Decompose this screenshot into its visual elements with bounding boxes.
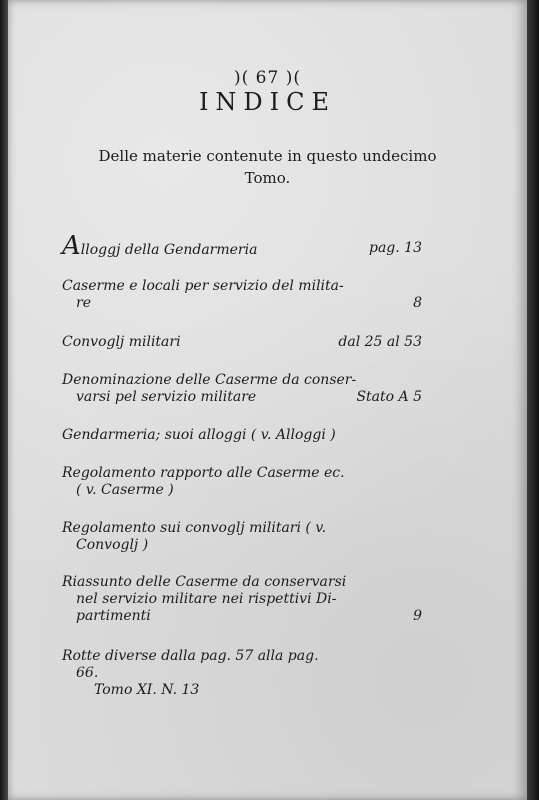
entry-continuation-2: partimenti (76, 608, 151, 624)
entry-text: Rotte diverse dalla pag. 57 alla pag. (62, 648, 319, 664)
index-entry-caserme (62, 278, 422, 312)
signature-mark: Tomo XI. N. 13 (94, 682, 200, 698)
index-entry-riassunto (62, 574, 422, 625)
entry-text: Convoglj militari (62, 334, 181, 350)
entry-continuation: varsi pel servizio militare (76, 389, 257, 405)
index-entry-regolamento-convoglj (62, 520, 422, 554)
drop-cap: A (62, 231, 81, 261)
page-edge-left (0, 0, 8, 800)
entry-text: Gendarmeria; suoi alloggi ( v. Alloggi ) (62, 427, 336, 443)
index-entry-regolamento-caserme (62, 465, 422, 499)
entry-continuation: 66. (76, 665, 99, 681)
page-edge-right (527, 0, 539, 800)
entry-continuation: Convoglj ) (76, 537, 149, 553)
index-entry-alloggj (62, 231, 422, 261)
entry-text: Regolamento sui convoglj militari ( v. (62, 520, 327, 536)
entry-text: Regolamento rapporto alle Caserme ec. (62, 465, 345, 481)
page-subtitle (48, 145, 487, 189)
index-entry-rotte (62, 648, 422, 682)
entry-continuation: re (76, 295, 91, 311)
subtitle-line-1: Delle materie contenute in questo undecimo (98, 147, 437, 165)
page-number: )( 67 )( (234, 68, 301, 88)
entry-continuation: nel servizio militare nei rispettivi Di- (76, 591, 337, 607)
entry-text: Denominazione delle Caserme da conser- (62, 372, 357, 388)
index-entry-convoglj (62, 334, 422, 351)
entry-ref: pag. 13 (369, 240, 422, 256)
entry-ref: dal 25 al 53 (338, 334, 422, 350)
index-entry-gendarmeria (62, 427, 422, 444)
entry-ref: 9 (413, 608, 422, 624)
entry-ref: 8 (413, 295, 422, 311)
entry-text: Caserme e locali per servizio del milita- (62, 278, 344, 294)
book-page (8, 0, 527, 800)
page-title: INDICE (198, 88, 337, 116)
entry-continuation: ( v. Caserme ) (76, 482, 174, 498)
entry-text: lloggj della Gendarmeria (80, 242, 258, 258)
subtitle-line-2: Tomo. (244, 169, 291, 187)
entry-ref: Stato A 5 (356, 389, 422, 405)
entry-text: Riassunto delle Caserme da conservarsi (62, 574, 347, 590)
index-entry-denominazione (62, 372, 422, 406)
